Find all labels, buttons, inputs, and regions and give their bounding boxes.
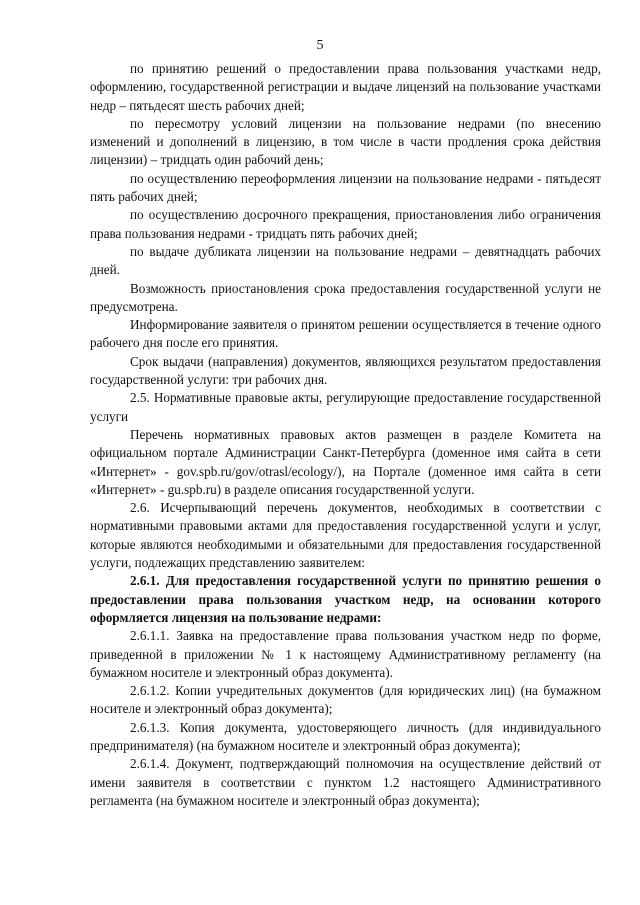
document-body: [90, 60, 601, 810]
paragraph: Перечень нормативных правовых актов размещен в разделе Комитета на официальном портале Администрации Санкт-Петербурга (доменное имя сайта в сети «Интернет» - gov.spb.ru/gov/otrasl/ecology/), на Портале (доменное имя сайта в сети «Интернет» - gu.spb.ru) в разделе описания государственной услуги.: [90, 426, 601, 497]
paragraph: по осуществлению досрочного прекращения, приостановления либо ограничения права пользования недрами - тридцать пять рабочих дней;: [90, 207, 601, 241]
list-item: 2.6.1.4. Документ, подтверждающий полномочия на осуществление действий от имени заявителя в соответствии с пунктом 1.2 настоящего Административного регламента (на бумажном носителе и электронный образ документа);: [90, 756, 601, 808]
paragraph: по пересмотру условий лицензии на пользование недрами (по внесению изменений и дополнений в лицензию, в том числе в части продления срока действия лицензии) – тридцать один рабочий день;: [90, 115, 601, 168]
paragraph: по выдаче дубликата лицензии на пользование недрами – девятнадцать рабочих дней.: [90, 243, 601, 278]
section-heading-2-6: 2.6. Исчерпывающий перечень документов, необходимых в соответствии с нормативными правовыми актами для предоставления государственной услуги и услуг, которые являются необходимыми и обязательными для предоставления государственной услуги, подлежащих представлению заявителем:: [90, 500, 601, 571]
subsection-heading-2-6-1: 2.6.1. Для предоставления государственной услуги по принятию решения о предоставлении права пользования участком недр, на основании которого оформляется лицензия на пользование недрами:: [90, 573, 601, 625]
list-item: 2.6.1.3. Копия документа, удостоверяющего личность (для индивидуального предпринимателя) (на бумажном носителе и электронный образ документа);: [90, 719, 601, 753]
paragraph: по принятию решений о предоставлении права пользования участками недр, оформлению, государственной регистрации и выдаче лицензий на пользование участками недр – пятьдесят шесть рабочих дней;: [90, 61, 601, 113]
paragraph: Информирование заявителя о принятом решении осуществляется в течение одного рабочего дня после его принятия.: [90, 317, 601, 351]
section-heading-2-5: 2.5. Нормативные правовые акты, регулирующие предоставление государственной услуги: [90, 390, 601, 424]
paragraph: Срок выдачи (направления) документов, являющихся результатом предоставления государственной услуги: три рабочих дня.: [90, 353, 601, 388]
paragraph: по осуществлению переоформления лицензии на пользование недрами - пятьдесят пять рабочих дней;: [90, 170, 601, 205]
list-item: 2.6.1.1. Заявка на предоставление права пользования участком недр по форме, приведенной в приложении № 1 к настоящему Административному регламенту (на бумажном носителе и электронный образ документа).: [90, 628, 601, 680]
list-item: 2.6.1.2. Копии учредительных документов (для юридических лиц) (на бумажном носителе и электронный образ документа);: [90, 683, 601, 717]
paragraph: Возможность приостановления срока предоставления государственной услуги не предусмотрена.: [90, 280, 601, 314]
page-number: 5: [316, 38, 324, 53]
